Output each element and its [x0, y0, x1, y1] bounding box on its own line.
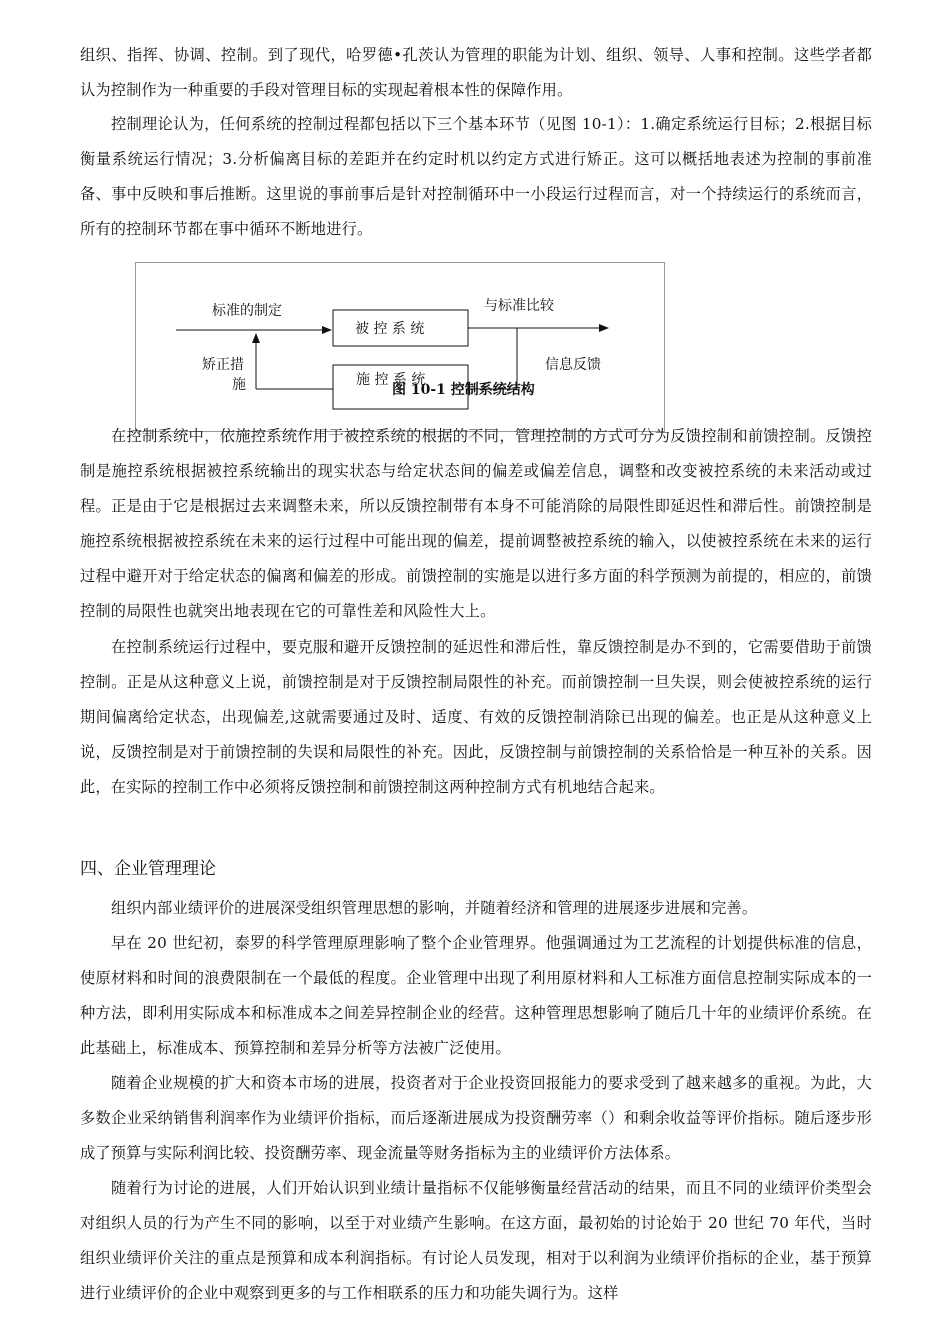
- paragraph-8: 随着行为讨论的进展，人们开始认识到业绩计量指标不仅能够衡量经营活动的结果，而且不同的业绩评价类型会对组织人员的行为产生不同的影响，以至于对业绩产生影响。在这方面，最初始的讨论始于 20 世纪 70 年代，当时组织业绩评价关注的重点是预算和成本利润指标。有讨论人员发现，相对于以利润为业绩评价指标的企业，基于预算进行业绩评价的企业中观察到更多的与工作相联系的压力和功能失调行为。这样: [80, 1179, 872, 1302]
- correction-label-line2: 施: [232, 377, 246, 393]
- feedback-label: 信息反馈: [545, 357, 601, 373]
- standard-label: 标准的制定: [212, 303, 282, 319]
- controlling-system-label: 施 控 系 统: [356, 372, 426, 388]
- section-heading: 四、企业管理理论: [80, 859, 216, 879]
- paragraph-6: 早在 20 世纪初，泰罗的科学管理原理影响了整个企业管理界。他强调通过为工艺流程的计划提供标准的信息，使原材料和时间的浪费限制在一个最低的程度。企业管理中出现了利用原材料和人工标准方面信息控制实际成本的一种方法，即利用实际成本和标准成本之间差异控制企业的经营。这种管理思想影响了随后几十年的业绩评价系统。在此基础上，标准成本、预算控制和差异分析等方法被广泛使用。: [80, 934, 872, 1057]
- paragraph-1: 组织、指挥、协调、控制。到了现代，哈罗德•孔茨认为管理的职能为计划、组织、领导、人事和控制。这些学者都认为控制作为一种重要的手段对管理目标的实现起着根本性的保障作用。: [80, 46, 872, 99]
- paragraph-4: 在控制系统运行过程中，要克服和避开反馈控制的延迟性和滞后性，靠反馈控制是办不到的，它需要借助于前馈控制。正是从这种意义上说，前馈控制是对于反馈控制局限性的补充。而前馈控制一旦失误，则会使被控系统的运行期间偏离给定状态，出现偏差,这就需要通过及时、适度、有效的反馈控制消除已出现的偏差。也正是从这种意义上说，反馈控制是对于前馈控制的失误和局限性的补充。因此，反馈控制与前馈控制的关系恰恰是一种互补的关系。因此，在实际的控制工作中必须将反馈控制和前馈控制这两种控制方式有机地结合起来。: [80, 638, 872, 796]
- paragraph-7: 随着企业规模的扩大和资本市场的进展，投资者对于企业投资回报能力的要求受到了越来越多的重视。为此，大多数企业采纳销售利润率作为业绩评价指标，而后逐渐进展成为投资酬劳率（）和剩余收益等评价指标。随后逐步形成了预算与实际利润比较、投资酬劳率、现金流量等财务指标为主的业绩评价方法体系。: [80, 1074, 872, 1162]
- control-system-figure: [135, 262, 665, 432]
- paragraph-3: 在控制系统中，依施控系统作用于被控系统的根据的不同，管理控制的方式可分为反馈控制和前馈控制。反馈控制是施控系统根据被控系统输出的现实状态与给定状态间的偏差或偏差信息，调整和改变被控系统的未来活动或过程。正是由于它是根据过去来调整未来，所以反馈控制带有本身不可能消除的局限性即延迟性和滞后性。前馈控制是施控系统根据被控系统在未来的运行过程中可能出现的偏差，提前调整被控系统的输入，以使被控系统在未来的运行过程中避开对于给定状态的偏离和偏差的形成。前馈控制的实施是以进行多方面的科学预测为前提的，相应的，前馈控制的局限性也就突出地表现在它的可靠性差和风险性大上。: [80, 427, 872, 620]
- control-system-diagram: [136, 263, 666, 433]
- correction-label-line1: 矫正措: [202, 357, 244, 373]
- figure-caption: 图 10-1 控制系统结构: [392, 382, 535, 398]
- controlled-system-label: 被 控 系 统: [355, 321, 425, 337]
- paragraph-2: 控制理论认为，任何系统的控制过程都包括以下三个基本环节（见图 10-1）：1.确定系统运行目标；2.根据目标衡量系统运行情况；3.分析偏离目标的差距并在约定时机以约定方式进行矫正。这可以概括地表述为控制的事前准备、事中反映和事后推断。这里说的事前事后是针对控制循环中一小段运行过程而言，对一个持续运行的系统而言，所有的控制环节都在事中循环不断地进行。: [80, 115, 872, 238]
- compare-label: 与标准比较: [484, 298, 554, 314]
- paragraph-5: 组织内部业绩评价的进展深受组织管理思想的影响，并随着经济和管理的进展逐步进展和完善。: [111, 899, 758, 917]
